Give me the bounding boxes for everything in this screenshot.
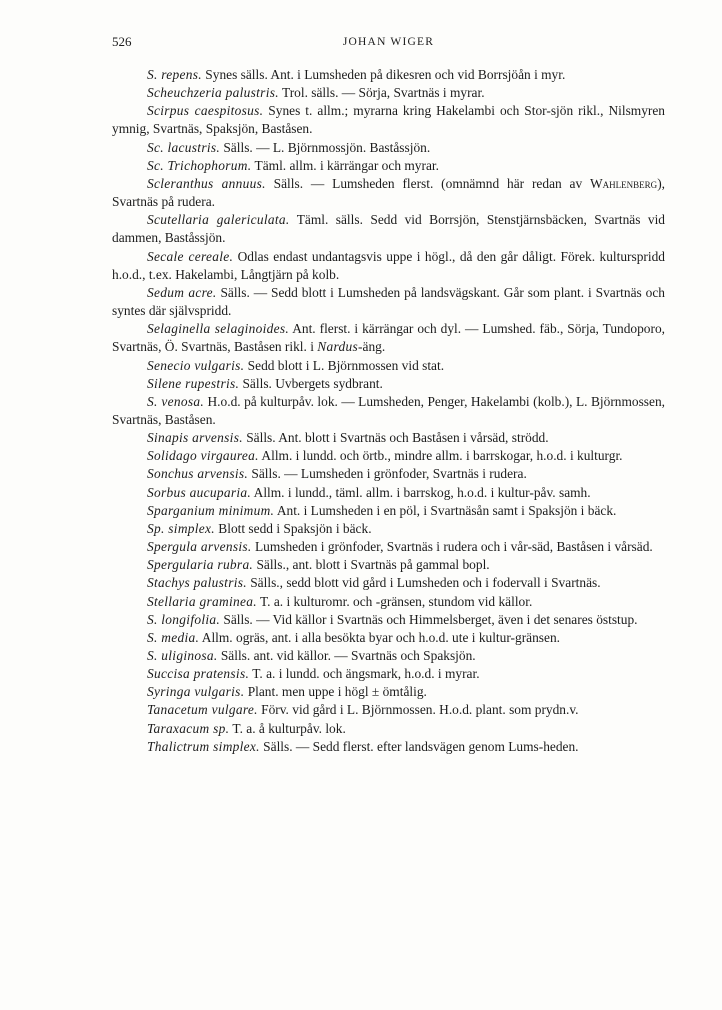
species-name: Sc. lacustris. bbox=[147, 139, 221, 155]
species-entry bbox=[112, 320, 665, 356]
species-entry bbox=[112, 502, 665, 520]
species-name: Thalictrum simplex. bbox=[147, 738, 260, 754]
species-entry bbox=[112, 375, 665, 393]
species-entry bbox=[112, 683, 665, 701]
species-entry bbox=[112, 139, 665, 157]
entry-text: T. a. å kulturpåv. lok. bbox=[229, 720, 346, 736]
species-name: Stellaria graminea. bbox=[147, 593, 257, 609]
species-name: Sp. simplex. bbox=[147, 520, 215, 536]
species-name: Scheuchzeria palustris. bbox=[147, 85, 279, 101]
species-name: Succisa pratensis. bbox=[147, 666, 250, 682]
species-entry bbox=[112, 484, 665, 502]
entry-text: Plant. men uppe i högl ± ömtålig. bbox=[244, 684, 427, 700]
species-name: Sparganium minimum. bbox=[147, 502, 275, 518]
entry-text: Blott sedd i Spaksjön i bäck. bbox=[214, 520, 372, 536]
species-name: S. repens. bbox=[147, 67, 202, 82]
entry-text: Odlas endast undantagsvis uppe i högl., då den går dåligt. Förek. kulturspridd h.o.d., t.ex. Hakelambi, Långtjärn på kolb. bbox=[112, 248, 665, 282]
entry-text: Sälls. Ant. blott i Svartnäs och Baståsen i vårsäd, strödd. bbox=[242, 430, 549, 446]
species-entry bbox=[112, 447, 665, 465]
entry-text: -äng. bbox=[358, 339, 386, 355]
entry-text: Sälls. ant. vid källor. — Svartnäs och Spaksjön. bbox=[217, 648, 476, 663]
species-entry bbox=[112, 556, 665, 574]
author-name: Wahlenberg bbox=[590, 175, 658, 191]
entry-text: ), Svartnäs på rudera. bbox=[112, 175, 665, 210]
species-entry bbox=[112, 520, 665, 538]
entry-text: Sälls. — Lumsheden i grönfoder, Svartnäs i rudera. bbox=[248, 466, 527, 482]
species-name: Sedum acre. bbox=[147, 284, 217, 300]
species-entry bbox=[112, 157, 665, 175]
entry-text: Sälls. Uvbergets sydbrant. bbox=[239, 375, 383, 391]
entry-text: Ant. i Lumsheden i en pöl, i Svartnäsån samt i Spaksjön i bäck. bbox=[274, 502, 617, 518]
entry-text: Lumsheden i grönfoder, Svartnäs i rudera och i vår-säd, Baståsen i vårsäd. bbox=[251, 539, 653, 555]
species-name: Sc. Trichophorum. bbox=[147, 157, 252, 173]
species-entry bbox=[112, 211, 665, 247]
species-name: S. venosa. bbox=[147, 393, 205, 409]
entry-text: Sälls., sedd blott vid gård i Lumsheden och i fodervall i Svartnäs. bbox=[246, 575, 601, 591]
species-name: Sorbus aucuparia. bbox=[147, 484, 252, 500]
species-name: S. longifolia. bbox=[147, 611, 221, 627]
species-name: S. media. bbox=[147, 629, 200, 645]
species-name: Taraxacum sp. bbox=[147, 720, 230, 736]
species-entry bbox=[112, 665, 665, 683]
species-entry bbox=[112, 357, 665, 375]
entry-text: Trol. sälls. — Sörja, Svartnäs i myrar. bbox=[278, 85, 485, 101]
species-name: Solidago virgaurea. bbox=[147, 448, 259, 464]
species-entry bbox=[112, 248, 665, 284]
entry-text: Sälls., ant. blott i Svartnäs på gammal bopl. bbox=[253, 557, 490, 573]
entry-text: Synes t. allm.; myrarna kring Hakelambi och Stor-sjön rikl., Nilsmyren ymnig, Svartnäs, Spaksjön, Baståsen. bbox=[112, 103, 665, 137]
species-entry bbox=[112, 84, 665, 102]
entry-text: Täml. sälls. Sedd vid Borrsjön, Stenstjärnsbäcken, Svartnäs vid dammen, Baståssjön. bbox=[112, 212, 665, 246]
species-entry bbox=[112, 720, 665, 738]
species-entry bbox=[112, 284, 665, 320]
entry-text: Sälls. — Sedd flerst. efter landsvägen genom Lums-heden. bbox=[259, 738, 579, 754]
species-name: Scutellaria galericulata. bbox=[147, 212, 290, 228]
species-entry bbox=[112, 574, 665, 592]
species-name: Spergularia rubra. bbox=[147, 557, 254, 573]
entry-text: Sälls. — Sedd blott i Lumsheden på landsvägskant. Går som plant. i Svartnäs och syntes där självspridd. bbox=[112, 284, 665, 319]
entry-text: Sälls. — Lumsheden flerst. (omnämnd här redan av bbox=[265, 175, 591, 191]
species-entry bbox=[112, 465, 665, 483]
entry-text: T. a. i kulturomr. och -gränsen, stundom vid källor. bbox=[256, 593, 533, 609]
species-entry bbox=[112, 611, 665, 629]
entry-text: Sälls. — Vid källor i Svartnäs och Himmelsberget, även i det senares öststup. bbox=[220, 611, 638, 627]
entry-text: Sedd blott i L. Björnmossen vid stat. bbox=[244, 357, 445, 373]
species-name: Silene rupestris. bbox=[147, 375, 240, 391]
species-entry bbox=[112, 175, 665, 211]
species-name: Spergula arvensis. bbox=[147, 539, 252, 555]
species-name: Sonchus arvensis. bbox=[147, 466, 249, 482]
species-entry bbox=[112, 647, 665, 665]
species-name: Scirpus caespitosus. bbox=[147, 103, 264, 119]
entry-text: T. a. i lundd. och ängsmark, h.o.d. i myrar. bbox=[249, 666, 480, 682]
species-name: Selaginella selaginoides. bbox=[147, 321, 289, 337]
entry-text: H.o.d. på kulturpåv. lok. — Lumsheden, Penger, Hakelambi (kolb.), L. Björnmossen, Svartnäs, Baståsen. bbox=[112, 393, 665, 427]
species-entry bbox=[112, 538, 665, 556]
entry-text: Allm. ogräs, ant. i alla besökta byar och h.o.d. ute i kultur-gränsen. bbox=[199, 629, 560, 645]
species-name: S. uliginosa. bbox=[147, 648, 218, 663]
entry-text: Förv. vid gård i L. Björnmossen. H.o.d. plant. som prydn.v. bbox=[257, 702, 579, 718]
entry-text: Ant. flerst. i kärrängar och dyl. — Lumshed. fäb., Sörja, Tundoporo, Svartnäs, Ö. Svartnäs, Baståsen rikl. i bbox=[112, 321, 665, 355]
species-entry bbox=[112, 629, 665, 647]
species-entry bbox=[112, 738, 665, 756]
species-list bbox=[112, 66, 665, 756]
species-name: Stachys palustris. bbox=[147, 575, 247, 591]
entry-text: Allm. i lundd. och örtb., mindre allm. i barrskogar, h.o.d. i kulturgr. bbox=[258, 448, 623, 464]
species-name: Syringa vulgaris. bbox=[147, 684, 245, 700]
entry-text: Allm. i lundd., täml. allm. i barrskog, h.o.d. i kultur-påv. samh. bbox=[251, 484, 591, 500]
entry-text: Sälls. — L. Björnmossjön. Baståssjön. bbox=[220, 139, 431, 155]
species-entry bbox=[112, 593, 665, 611]
page-header bbox=[112, 33, 665, 51]
species-name: Tanacetum vulgare. bbox=[147, 702, 258, 718]
species-name: Secale cereale. bbox=[147, 248, 234, 264]
entry-text: Täml. allm. i kärrängar och myrar. bbox=[251, 157, 439, 173]
entry-text: Synes sälls. Ant. i Lumsheden på dikesren och vid Borrsjöån i myr. bbox=[201, 67, 566, 82]
species-name: Sinapis arvensis. bbox=[147, 430, 243, 446]
page-number: 526 bbox=[112, 34, 132, 49]
species-entry bbox=[112, 66, 665, 84]
species-name: Scleranthus annuus. bbox=[147, 175, 266, 191]
species-entry bbox=[112, 393, 665, 429]
species-entry bbox=[112, 102, 665, 138]
species-name: Nardus bbox=[317, 339, 359, 355]
species-entry bbox=[112, 701, 665, 719]
running-title: JOHAN WIGER bbox=[342, 36, 435, 48]
species-name: Senecio vulgaris. bbox=[147, 357, 245, 373]
species-entry bbox=[112, 429, 665, 447]
